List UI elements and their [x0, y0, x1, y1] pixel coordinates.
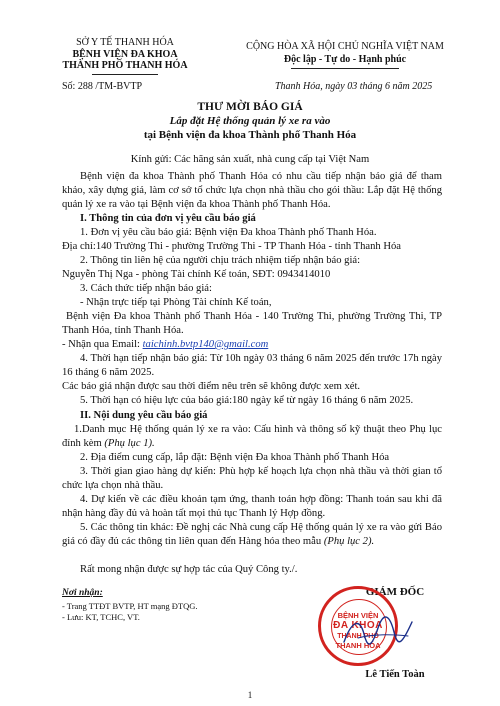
- hospital-name-line2: THÀNH PHỐ THANH HÓA: [62, 60, 188, 71]
- section-2-item-1: [62, 423, 442, 451]
- page-number: 1: [247, 690, 253, 700]
- section-2-item-4: 4. Dự kiến về các điều khoản tạm ứng, thanh toán hợp đồng: Thanh toán sau khi đã nhận hàng đầy đủ và hoàn tất mọi thủ tục Thanh lý Hợp đồng.: [62, 494, 442, 519]
- section-1-heading: I. Thông tin của đơn vị yêu cầu báo giá: [80, 213, 256, 224]
- section-1-receive-email: [62, 338, 268, 352]
- email-link[interactable]: taichinh.bvtp140@gmail.com: [142, 339, 269, 350]
- email-label: - Nhận qua Email:: [62, 339, 143, 350]
- section-2-item-5: [62, 521, 442, 549]
- closing-line: Rất mong nhận được sự hợp tác của Quý Công ty./.: [80, 564, 298, 575]
- section-1-item-1: 1. Đơn vị yêu cầu báo giá: Bệnh viện Đa khoa Thành phố Thanh Hóa.: [80, 227, 377, 238]
- section-1-item-2: 2. Thông tin liên hệ của người chịu trách nhiệm tiếp nhận báo giá:: [80, 255, 361, 266]
- handwritten-signature: [338, 612, 418, 652]
- signer-name: Lê Tiến Toàn: [365, 669, 425, 680]
- intro-paragraph: Bệnh viện đa khoa Thành phố Thanh Hóa có nhu cầu tiếp nhận báo giá để tham khảo, xây dựng giá, làm cơ sở tổ chức lựa chọn nhà thầu cho gói thầu: Lắp đặt Hệ thống quản lý xe ra vào tại Bệnh viện đa khoa Thành phố Thanh Hóa.: [62, 171, 442, 210]
- section-1-receive-direct: - Nhận trực tiếp tại Phòng Tài chính Kế toán,: [80, 297, 272, 308]
- nation-name: CỘNG HÒA XÃ HỘI CHỦ NGHĨA VIỆT NAM: [246, 41, 444, 52]
- header-left-underline: [92, 74, 158, 75]
- section-2-item-3: 3. Thời gian giao hàng dự kiến: Phù hợp kế hoạch lựa chọn nhà thầu và thời gian tổ chức lựa chọn nhà thầu.: [62, 466, 442, 491]
- document-title: THƯ MỜI BÁO GIÁ: [197, 101, 303, 113]
- section-2-item-5-text: 5. Các thông tin khác: Đề nghị các Nhà cung cấp Hệ thống quản lý xe ra vào gửi Báo giá có đầy đủ các thông tin liên quan đến Hàng hóa theo mẫu: [62, 522, 442, 547]
- recipient-1: - Trang TTĐT BVTP, HT mạng ĐTQG.: [62, 601, 198, 611]
- document-subtitle-line2: tại Bệnh viện đa khoa Thành phố Thanh Hóa: [143, 129, 357, 141]
- document-subtitle-line1: Lắp đặt Hệ thống quản lý xe ra vào: [169, 115, 331, 127]
- hospital-name-line1: BỆNH VIỆN ĐA KHOA: [72, 49, 178, 60]
- signer-title: GIÁM ĐỐC: [365, 586, 425, 598]
- motto-underline: [291, 68, 399, 69]
- section-1-item-3: 3. Cách thức tiếp nhận báo giá:: [80, 283, 212, 294]
- section-1-item-4: 4. Thời hạn tiếp nhận báo giá: Từ 10h ngày 03 tháng 6 năm 2025 đến trước 17h ngày 16 tháng 6 năm 2025.: [62, 353, 442, 378]
- recipient-2: - Lưu: KT, TCHC, VT.: [62, 612, 140, 622]
- section-1-item-5: 5. Thời hạn có hiệu lực của báo giá:180 ngày kể từ ngày 16 tháng 6 năm 2025.: [80, 395, 414, 406]
- place-and-date: Thanh Hóa, ngày 03 tháng 6 năm 2025: [275, 81, 433, 92]
- section-1-contact: Nguyễn Thị Nga - phòng Tài chính Kế toán, SĐT: 0943414010: [62, 269, 331, 280]
- recipients-label: Nơi nhận:: [62, 588, 103, 598]
- appendix-1-ref: (Phụ lục 1).: [104, 437, 155, 449]
- ministry-name: SỞ Y TẾ THANH HÓA: [76, 37, 174, 48]
- appendix-2-ref: (Phụ lục 2).: [323, 535, 375, 547]
- national-motto: Độc lập - Tự do - Hạnh phúc: [283, 54, 407, 65]
- stamp-line-3: THÀNH PHỐ: [337, 633, 379, 640]
- section-2-item-2: 2. Địa điểm cung cấp, lắp đặt: Bệnh viện Đa khoa Thành phố Thanh Hóa: [80, 452, 390, 463]
- stamp-line-4: THANH HÓA: [335, 641, 381, 650]
- section-1-address: Địa chỉ:140 Trường Thi - phường Trường Thi - TP Thanh Hóa - tỉnh Thanh Hóa: [62, 241, 401, 252]
- section-2-heading: II. Nội dung yêu cầu báo giá: [80, 410, 208, 421]
- section-1-receive-address: Bệnh viện Đa khoa Thành phố Thanh Hóa - 140 Trường Thi, phường Trường Thi, TP Thanh Hóa, tỉnh Thanh Hóa.: [62, 311, 442, 336]
- greeting: Kính gửi: Các hãng sản xuất, nhà cung cấp tại Việt Nam: [130, 154, 370, 165]
- section-1-late-notice: Các báo giá nhận được sau thời điểm nêu trên sẽ không được xem xét.: [62, 381, 361, 392]
- stamp-line-2: ĐA KHOA: [333, 620, 383, 631]
- section-2-item-1-text: 1.Danh mục Hệ thống quản lý xe ra vào: Cấu hình và thông số kỹ thuật theo Phụ lục đính kèm: [62, 424, 442, 449]
- document-number: Số: 288 /TM-BVTP: [62, 81, 143, 92]
- stamp-line-1: BỆNH VIỆN: [337, 611, 379, 620]
